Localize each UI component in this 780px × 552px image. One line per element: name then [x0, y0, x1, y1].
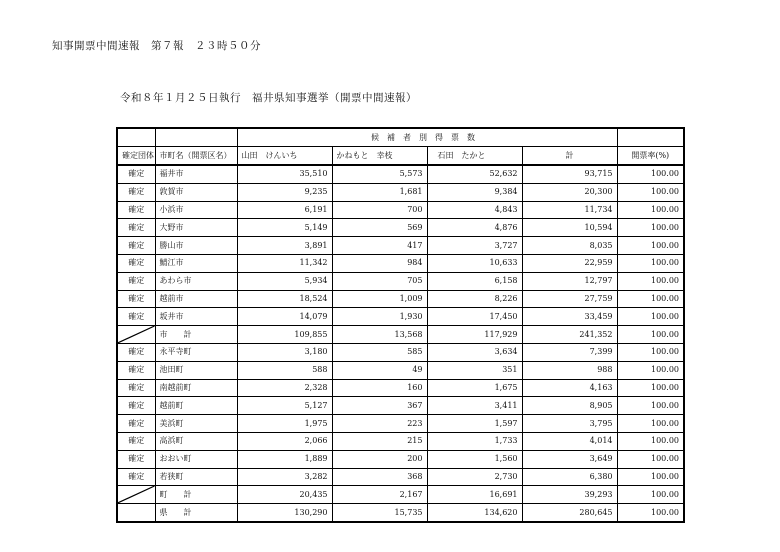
candidate-2-votes: 367	[332, 397, 427, 415]
header-blank-muni	[155, 128, 237, 147]
count-rate: 100.00	[617, 201, 684, 219]
total-label: 県 計	[155, 504, 237, 522]
candidate-3-votes: 17,450	[427, 308, 522, 326]
count-rate: 100.00	[617, 237, 684, 255]
status-cell: 確定	[117, 361, 155, 379]
candidate-3-votes: 9,384	[427, 183, 522, 201]
count-rate: 100.00	[617, 450, 684, 468]
total-votes: 4,014	[522, 432, 617, 450]
municipality-name: 美浜町	[155, 415, 237, 433]
candidate-3-votes: 1,597	[427, 415, 522, 433]
total-votes: 3,795	[522, 415, 617, 433]
total-votes: 22,959	[522, 254, 617, 272]
candidate-1-votes: 3,180	[237, 343, 332, 361]
candidate-3-votes: 3,727	[427, 237, 522, 255]
candidate-1-votes: 109,855	[237, 326, 332, 344]
count-rate: 100.00	[617, 165, 684, 183]
total-votes: 12,797	[522, 272, 617, 290]
candidate-3-votes: 6,158	[427, 272, 522, 290]
count-rate: 100.00	[617, 343, 684, 361]
candidate-group-header: 候補者別得票数	[237, 128, 617, 147]
table-row	[117, 183, 684, 201]
total-votes: 6,380	[522, 468, 617, 486]
table-row	[117, 165, 684, 183]
candidate-2-votes: 2,167	[332, 486, 427, 504]
candidate-3-votes: 351	[427, 361, 522, 379]
candidate-1-votes: 2,328	[237, 379, 332, 397]
total-votes: 39,293	[522, 486, 617, 504]
candidate-2-votes: 5,573	[332, 165, 427, 183]
total-votes: 280,645	[522, 504, 617, 522]
total-votes: 8,905	[522, 397, 617, 415]
candidate-2-votes: 700	[332, 201, 427, 219]
count-rate: 100.00	[617, 486, 684, 504]
candidate-2-votes: 705	[332, 272, 427, 290]
candidate-3-votes: 134,620	[427, 504, 522, 522]
municipality-name: 小浜市	[155, 201, 237, 219]
col-status-header: 確定団体	[117, 147, 155, 166]
results-body	[117, 165, 684, 522]
candidate-3-votes: 4,876	[427, 219, 522, 237]
grand-total-row	[117, 504, 684, 522]
total-votes: 20,300	[522, 183, 617, 201]
municipality-name: 越前町	[155, 397, 237, 415]
total-label: 町 計	[155, 486, 237, 504]
table-row	[117, 201, 684, 219]
municipality-name: あわら市	[155, 272, 237, 290]
candidate-1-votes: 2,066	[237, 432, 332, 450]
candidate-3-votes: 117,929	[427, 326, 522, 344]
candidate-3-votes: 52,632	[427, 165, 522, 183]
candidate-2-votes: 1,930	[332, 308, 427, 326]
candidate-2-votes: 984	[332, 254, 427, 272]
header-blank-rate	[617, 128, 684, 147]
candidate-2-votes: 585	[332, 343, 427, 361]
candidate-3-votes: 8,226	[427, 290, 522, 308]
total-label: 市 計	[155, 326, 237, 344]
count-rate: 100.00	[617, 183, 684, 201]
candidate-1-votes: 5,127	[237, 397, 332, 415]
candidate-1-votes: 11,342	[237, 254, 332, 272]
candidate-3-votes: 16,691	[427, 486, 522, 504]
results-table	[116, 127, 685, 523]
candidate-3-header: 石田 たかと	[427, 147, 522, 166]
table-row	[117, 397, 684, 415]
municipality-name: 福井市	[155, 165, 237, 183]
status-cell: 確定	[117, 254, 155, 272]
status-cell: 確定	[117, 165, 155, 183]
candidate-2-votes: 200	[332, 450, 427, 468]
total-votes: 7,399	[522, 343, 617, 361]
municipality-name: 永平寺町	[155, 343, 237, 361]
candidate-1-votes: 6,191	[237, 201, 332, 219]
total-votes: 988	[522, 361, 617, 379]
municipality-name: 勝山市	[155, 237, 237, 255]
candidate-1-votes: 14,079	[237, 308, 332, 326]
status-cell: 確定	[117, 450, 155, 468]
candidate-3-votes: 1,560	[427, 450, 522, 468]
header-blank-status	[117, 128, 155, 147]
table-row	[117, 379, 684, 397]
candidate-1-votes: 588	[237, 361, 332, 379]
slash-cell	[117, 326, 155, 344]
municipality-name: 池田町	[155, 361, 237, 379]
table-row	[117, 361, 684, 379]
table-row	[117, 343, 684, 361]
candidate-2-votes: 160	[332, 379, 427, 397]
table-row	[117, 450, 684, 468]
table-row	[117, 219, 684, 237]
count-rate: 100.00	[617, 379, 684, 397]
count-rate: 100.00	[617, 219, 684, 237]
status-cell: 確定	[117, 379, 155, 397]
candidate-3-votes: 3,411	[427, 397, 522, 415]
candidate-1-votes: 3,891	[237, 237, 332, 255]
status-cell: 確定	[117, 308, 155, 326]
municipality-name: 敦賀市	[155, 183, 237, 201]
count-rate: 100.00	[617, 254, 684, 272]
candidate-1-votes: 1,975	[237, 415, 332, 433]
candidate-1-header: 山田 けんいち	[237, 147, 332, 166]
candidate-1-votes: 5,934	[237, 272, 332, 290]
candidate-3-votes: 10,633	[427, 254, 522, 272]
status-cell: 確定	[117, 415, 155, 433]
total-votes: 10,594	[522, 219, 617, 237]
municipality-name: 大野市	[155, 219, 237, 237]
slash-cell	[117, 486, 155, 504]
candidate-2-votes: 1,009	[332, 290, 427, 308]
municipality-name: 高浜町	[155, 432, 237, 450]
col-total-header: 計	[522, 147, 617, 166]
candidate-3-votes: 1,675	[427, 379, 522, 397]
status-cell: 確定	[117, 272, 155, 290]
count-rate: 100.00	[617, 272, 684, 290]
total-votes: 11,734	[522, 201, 617, 219]
candidate-3-votes: 1,733	[427, 432, 522, 450]
count-rate: 100.00	[617, 290, 684, 308]
candidate-1-votes: 20,435	[237, 486, 332, 504]
municipality-name: 南越前町	[155, 379, 237, 397]
total-votes: 3,649	[522, 450, 617, 468]
table-row	[117, 468, 684, 486]
candidate-2-votes: 569	[332, 219, 427, 237]
report-header: 知事開票中間速報 第７報 ２３時５０分	[52, 40, 261, 52]
total-votes: 4,163	[522, 379, 617, 397]
total-votes: 33,459	[522, 308, 617, 326]
city-total-row	[117, 326, 684, 344]
town-total-row	[117, 486, 684, 504]
status-cell: 確定	[117, 468, 155, 486]
col-muni-header: 市町名（開票区名）	[155, 147, 237, 166]
status-cell: 確定	[117, 290, 155, 308]
total-votes: 241,352	[522, 326, 617, 344]
candidate-1-votes: 3,282	[237, 468, 332, 486]
table-row	[117, 415, 684, 433]
status-cell: 確定	[117, 397, 155, 415]
slash-cell	[117, 504, 155, 522]
candidate-1-votes: 9,235	[237, 183, 332, 201]
candidate-1-votes: 130,290	[237, 504, 332, 522]
candidate-1-votes: 18,524	[237, 290, 332, 308]
status-cell: 確定	[117, 219, 155, 237]
candidate-2-votes: 215	[332, 432, 427, 450]
count-rate: 100.00	[617, 308, 684, 326]
table-row	[117, 290, 684, 308]
candidate-1-votes: 5,149	[237, 219, 332, 237]
count-rate: 100.00	[617, 504, 684, 522]
candidate-2-votes: 49	[332, 361, 427, 379]
municipality-name: 鯖江市	[155, 254, 237, 272]
candidate-2-votes: 1,681	[332, 183, 427, 201]
municipality-name: 若狭町	[155, 468, 237, 486]
status-cell: 確定	[117, 183, 155, 201]
total-votes: 93,715	[522, 165, 617, 183]
status-cell: 確定	[117, 343, 155, 361]
candidate-2-votes: 15,735	[332, 504, 427, 522]
table-row	[117, 237, 684, 255]
municipality-name: 越前市	[155, 290, 237, 308]
candidate-3-votes: 2,730	[427, 468, 522, 486]
candidate-2-votes: 223	[332, 415, 427, 433]
candidate-2-votes: 13,568	[332, 326, 427, 344]
candidate-3-votes: 3,634	[427, 343, 522, 361]
candidate-1-votes: 1,889	[237, 450, 332, 468]
candidate-2-votes: 368	[332, 468, 427, 486]
candidate-3-votes: 4,843	[427, 201, 522, 219]
table-row	[117, 308, 684, 326]
count-rate: 100.00	[617, 397, 684, 415]
candidate-1-votes: 35,510	[237, 165, 332, 183]
count-rate: 100.00	[617, 432, 684, 450]
col-rate-header: 開票率(%)	[617, 147, 684, 166]
candidate-2-header: かねもと 幸枝	[332, 147, 427, 166]
table-row	[117, 432, 684, 450]
count-rate: 100.00	[617, 326, 684, 344]
status-cell: 確定	[117, 432, 155, 450]
municipality-name: おおい町	[155, 450, 237, 468]
status-cell: 確定	[117, 237, 155, 255]
total-votes: 8,035	[522, 237, 617, 255]
count-rate: 100.00	[617, 415, 684, 433]
municipality-name: 坂井市	[155, 308, 237, 326]
table-row	[117, 272, 684, 290]
election-title: 令和８年１月２５日執行 福井県知事選挙（開票中間速報）	[120, 92, 417, 104]
count-rate: 100.00	[617, 468, 684, 486]
candidate-2-votes: 417	[332, 237, 427, 255]
status-cell: 確定	[117, 201, 155, 219]
table-row	[117, 254, 684, 272]
total-votes: 27,759	[522, 290, 617, 308]
count-rate: 100.00	[617, 361, 684, 379]
